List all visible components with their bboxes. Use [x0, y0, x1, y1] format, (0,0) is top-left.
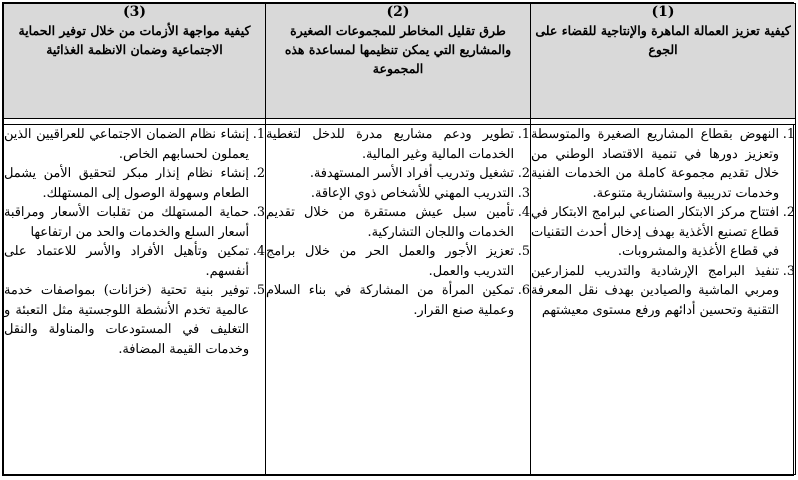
column-number-2: (2)	[386, 4, 410, 20]
list-item: 4. تمكين وتأهيل الأفراد والأسر للاعتماد على أنفسهم.	[4, 244, 265, 279]
strategy-table-frame	[2, 2, 794, 476]
column-body-2	[266, 125, 531, 475]
list-item: 4. تأمين سبل عيش مستقرة من خلال تقديم الخدمات واللجان التشاركية.	[266, 205, 530, 240]
list-item: 2. إنشاء نظام إنذار مبكر لتحقيق الأمن يشمل الطعام وسهولة الوصول إلى المستهلك.	[4, 166, 265, 201]
column-body-3	[4, 125, 266, 475]
list-item: 1. إنشاء نظام الضمان الاجتماعي للعراقيين الذين يعملون لحسابهم الخاص.	[4, 127, 265, 162]
list-item: 6. تمكين المرأة من المشاركة في بناء السلام وعملية صنع القرار.	[266, 283, 530, 318]
header-row	[4, 4, 796, 119]
column-number-3: (3)	[123, 4, 146, 20]
column-title-3: كيفية مواجهة الأزمات من خلال توفير الحماية الاجتماعية وضمان الانظمة الغذائية	[18, 23, 251, 57]
list-item: 3. التدريب المهني للأشخاص ذوي الإعاقة.	[310, 185, 530, 201]
item-list-3	[4, 125, 265, 359]
strategy-table	[3, 3, 796, 475]
column-title-1: كيفية تعزيز العمالة الماهرة والإنتاجية للقضاء على الجوع	[535, 23, 791, 57]
column-title-2: طرق تقليل المخاطر للمجموعات الصغيرة والمشاريع التي يمكن تنظيمها لمساعدة هذه المجموعة	[284, 23, 512, 76]
item-list-2	[266, 125, 530, 320]
column-header-1	[531, 4, 796, 119]
list-item: 1. تطوير ودعم مشاريع مدرة للدخل لتغطية الخدمات المالية وغير المالية.	[266, 127, 530, 162]
body-row	[4, 125, 796, 475]
list-item: 2. تشغيل وتدريب أفراد الأسر المستهدفة.	[309, 166, 530, 181]
list-item: 5. توفير بنية تحتية (خزانات) بمواصفات خدمة عالمية تخدم الأنشطة اللوجستية مثل التعبئة و التغليف في المستودعات والمناولة والنقل وخدمات القيمة المضافة.	[4, 283, 265, 357]
list-item: 5. تعزيز الأجور والعمل الحر من خلال برامج التدريب والعمل.	[266, 244, 530, 279]
column-body-1	[531, 125, 796, 475]
column-header-2	[266, 4, 531, 119]
list-item: 2. افتتاح مركز الابتكار الصناعي لبرامج الابتكار في قطاع تصنيع الأغذية بهدف إدخال أحدث التقنيات في قطاع الأغذية والمشروبات.	[531, 205, 795, 259]
list-item: 1. النهوض بقطاع المشاريع الصغيرة والمتوسطة وتعزيز دورها في تنمية الاقتصاد الوطني من خلال تقديم مجموعة كاملة من الخدمات الفنية وخدمات تدريبية واستشارية متنوعة.	[531, 127, 795, 201]
column-number-1: (1)	[651, 4, 675, 20]
list-item: 3. تنفيذ البرامج الإرشادية والتدريب للمزارعين ومربي الماشية والصيادين بهدف نقل المعرفة التقنية وتحسين أدائهم ورفع مستوى معيشتهم	[531, 263, 795, 318]
column-header-3	[4, 4, 266, 119]
list-item: 3. حماية المستهلك من تقلبات الأسعار ومراقبة أسعار السلع والخدمات والحد من ارتفاعها	[4, 205, 265, 240]
item-list-1	[531, 125, 795, 320]
